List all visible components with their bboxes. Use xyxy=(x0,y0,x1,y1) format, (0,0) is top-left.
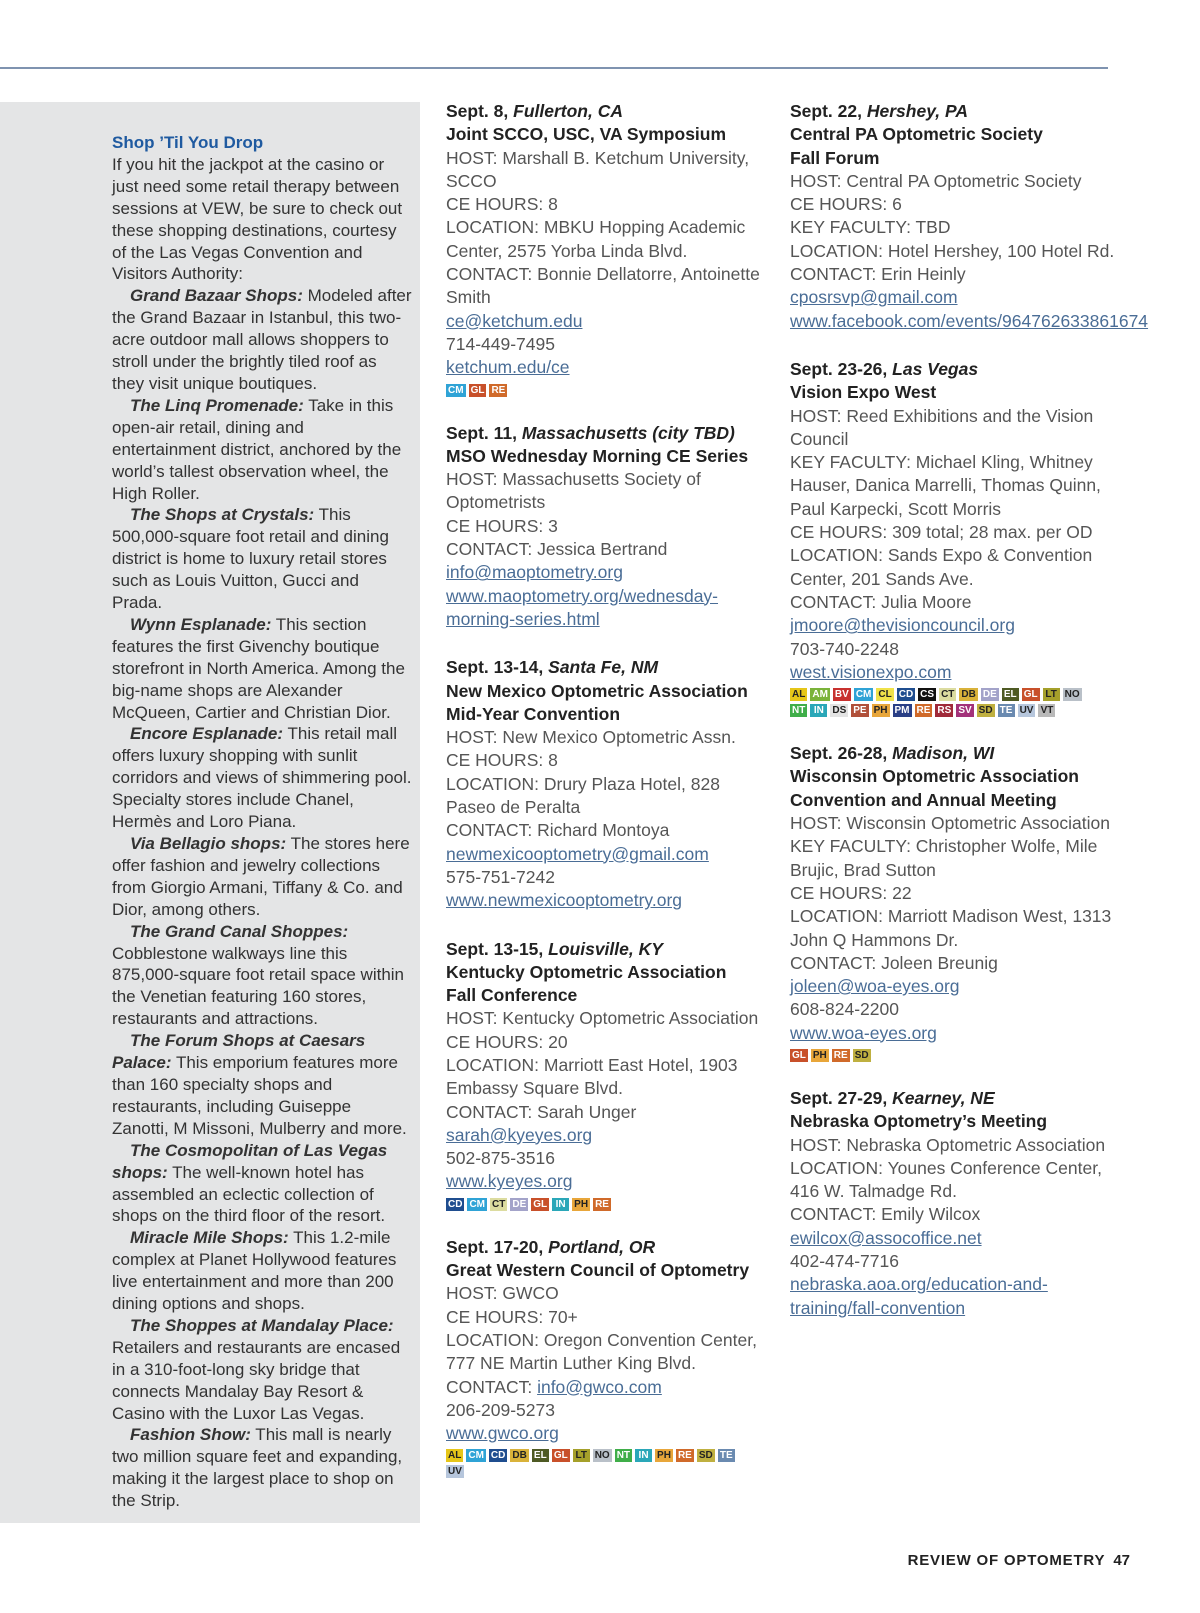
event-phone: 206-209-5273 xyxy=(446,1399,555,1420)
event-link[interactable]: cposrsvp@gmail.com xyxy=(790,287,958,308)
topic-badge: PE xyxy=(853,705,867,717)
event-title: MSO Wednesday Morning CE Series xyxy=(446,445,749,466)
event-date-text: Sept. 8, xyxy=(446,101,509,121)
shop-description: This 1.2-mile complex at Planet Hollywood features live entertainment and more than 200 dining options and shops. xyxy=(112,1228,397,1314)
event-link[interactable]: newmexicooptometry@gmail.com xyxy=(446,843,709,864)
header-rule xyxy=(0,67,1108,69)
topic-badge: EL xyxy=(532,1449,549,1462)
topic-badge: SD xyxy=(854,1049,869,1061)
shop-name: Via Bellagio shops: xyxy=(130,834,287,853)
event-phone: 703-740-2248 xyxy=(790,638,899,659)
event-detail: LOCATION: Marriott Madison West, 1313 John Q Hammons Dr. xyxy=(790,906,1112,950)
topic-badge: CM xyxy=(855,689,872,701)
event-detail: HOST: Reed Exhibitions and the Vision Council xyxy=(790,405,1094,449)
topic-badge: VT xyxy=(1038,704,1055,717)
event-detail: CONTACT: Bonnie Dellatorre, Antoinette Smith xyxy=(446,264,760,308)
topic-badge: CD xyxy=(490,1450,506,1462)
event-detail: HOST: Kentucky Optometric Association xyxy=(446,1008,759,1029)
event-detail: HOST: New Mexico Optometric Assn. xyxy=(446,727,736,748)
event-date xyxy=(446,1236,766,1259)
sidebar-box xyxy=(0,102,420,1523)
event-title: Central PA Optometric Society xyxy=(790,124,1043,145)
event-date xyxy=(790,1087,1120,1110)
event-detail: CONTACT: Sarah Unger xyxy=(446,1101,637,1122)
shop-description: The well-known hotel has assembled an eclectic collection of shops on the third floor of the resort. xyxy=(112,1162,386,1226)
event-date-text: Sept. 17-20, xyxy=(446,1236,544,1257)
event-title: Great Western Council of Optometry xyxy=(446,1260,750,1281)
event-date xyxy=(446,656,766,679)
topic-badge: SD xyxy=(978,705,993,717)
event-detail: HOST: GWCO xyxy=(446,1283,559,1304)
event-location-city: Santa Fe, NM xyxy=(548,657,659,678)
topic-badge: PH xyxy=(574,1198,589,1210)
event-detail: LOCATION: Younes Conference Center, 416 W. Talmadge Rd. xyxy=(790,1157,1102,1202)
event-location-city: Massachusetts (city TBD) xyxy=(521,422,735,443)
event-detail: CE HOURS: 3 xyxy=(446,515,558,536)
shop-name: Encore Esplanade: xyxy=(130,724,284,744)
event-phone: 402-474-7716 xyxy=(790,1251,899,1272)
event-title: Joint SCCO, USC, VA Symposium xyxy=(446,124,727,145)
topic-badge: GL xyxy=(533,1198,548,1210)
shop-name: Grand Bazaar Shops: xyxy=(130,286,303,306)
event-listing xyxy=(446,100,766,397)
shop-name: The Grand Canal Shoppes: xyxy=(130,921,349,941)
sidebar-entry xyxy=(112,395,412,505)
event-link[interactable]: www.maoptometry.org/wednesday-morning-series.html xyxy=(446,585,719,629)
shop-name: The Linq Promenade: xyxy=(130,395,304,415)
event-date xyxy=(790,100,1120,123)
topic-badge: RE xyxy=(916,705,931,717)
event-date-text: Sept. 27-29, xyxy=(790,1087,888,1108)
shop-description: This 500,000-square foot retail and dining district is home to luxury retail stores such as Louis Vuitton, Gucci and Prada. xyxy=(112,505,389,613)
event-website-link[interactable]: nebraska.aoa.org/education-and-training/fall-convention xyxy=(790,1274,1048,1318)
topic-badges xyxy=(446,384,746,397)
event-detail: LOCATION: Drury Plaza Hotel, 828 Paseo de Peralta xyxy=(446,773,720,818)
event-title: Fall Conference xyxy=(446,985,578,1006)
event-detail: CONTACT: Richard Montoya xyxy=(446,820,670,841)
sidebar-content xyxy=(112,132,412,1512)
topic-badges xyxy=(446,1198,746,1211)
contact-label: CONTACT: xyxy=(446,1376,538,1397)
event-date xyxy=(446,938,766,961)
topic-badge: CM xyxy=(448,384,464,396)
shop-name: The Cosmopolitan of Las Vegas shops: xyxy=(112,1140,388,1182)
event-listing xyxy=(446,1236,766,1479)
event-location-city: Fullerton, CA xyxy=(513,101,623,121)
event-link[interactable]: info@maoptometry.org xyxy=(446,562,623,583)
event-date-text: Sept. 13-14, xyxy=(446,657,544,678)
event-detail: CONTACT: Joleen Breunig xyxy=(790,952,998,973)
topic-badge: CM xyxy=(468,1450,484,1462)
event-link[interactable]: ewilcox@assocoffice.net xyxy=(790,1227,982,1248)
event-date-text: Sept. 22, xyxy=(790,101,862,121)
topic-badge: EL xyxy=(1002,688,1019,701)
event-website-link[interactable]: www.gwco.org xyxy=(446,1423,559,1444)
topic-badge: PH xyxy=(812,1049,827,1061)
sidebar-entry xyxy=(112,833,412,921)
topic-badge: PM xyxy=(894,705,910,717)
event-link[interactable]: joleen@woa-eyes.org xyxy=(790,976,960,997)
shop-description: The stores here offer fashion and jewelry collections from Giorgio Armani, Tiffany & Co. and Dior, among others. xyxy=(112,834,410,919)
topic-badge: CD xyxy=(898,689,914,701)
topic-badges xyxy=(790,1049,1090,1062)
topic-badge: RE xyxy=(491,384,506,396)
event-location-city: Louisville, KY xyxy=(548,938,663,959)
event-detail: HOST: Nebraska Optometric Association xyxy=(790,1134,1106,1155)
event-location-city: Kearney, NE xyxy=(892,1087,995,1108)
event-detail: LOCATION: Hotel Hershey, 100 Hotel Rd. xyxy=(790,240,1115,261)
event-detail: KEY FACULTY: Michael Kling, Whitney Hauser, Danica Marrelli, Thomas Quinn, Paul Karpecki, Scott Morris xyxy=(790,452,1101,519)
event-listing xyxy=(446,422,766,632)
event-detail: HOST: Massachusetts Society of Optometrists xyxy=(446,469,701,513)
event-detail: CE HOURS: 22 xyxy=(790,882,912,903)
event-detail: CE HOURS: 6 xyxy=(790,194,902,215)
event-website-link[interactable]: www.newmexicooptometry.org xyxy=(446,890,683,911)
event-detail: CONTACT: Erin Heinly xyxy=(790,264,966,285)
topic-badge: UV xyxy=(448,1466,462,1478)
event-location-city: Las Vegas xyxy=(892,358,979,379)
event-phone: 714-449-7495 xyxy=(446,333,555,354)
topic-badge: NO xyxy=(1064,689,1080,701)
page-number: 47 xyxy=(1113,1552,1130,1569)
event-listing xyxy=(790,742,1120,1062)
topic-badges xyxy=(790,688,1090,717)
shop-description: This section features the first Givenchy boutique storefront in North America. Among the big-name shops are Alexander McQueen, Cartier and Christian Dior. xyxy=(112,614,405,722)
shop-name: Wynn Esplanade: xyxy=(130,614,272,634)
topic-badge: AL xyxy=(792,689,806,701)
event-title: Mid-Year Convention xyxy=(446,703,621,724)
event-detail: CE HOURS: 8 xyxy=(446,194,558,215)
topic-badge: IN xyxy=(635,1449,652,1462)
sidebar-title: Shop ’Til You Drop xyxy=(112,133,264,152)
event-contact xyxy=(446,1376,766,1399)
contact-email-link[interactable]: info@gwco.com xyxy=(537,1376,662,1397)
event-website-link[interactable]: www.woa-eyes.org xyxy=(790,1022,937,1043)
shop-description: This retail mall offers luxury shopping with sunlit corridors and views of shimmering pool. Specialty stores include Chanel, Hermès and Loro Piana. xyxy=(112,724,412,832)
event-listing xyxy=(446,656,766,912)
topic-badge: RE xyxy=(677,1450,692,1462)
topic-badge: SD xyxy=(698,1450,713,1462)
event-detail: CE HOURS: 70+ xyxy=(446,1306,578,1327)
journal-name: REVIEW OF OPTOMETRY xyxy=(907,1552,1106,1569)
event-date xyxy=(446,100,766,123)
event-detail: KEY FACULTY: Christopher Wolfe, Mile Brujic, Brad Sutton xyxy=(790,836,1098,880)
sidebar-entry xyxy=(112,504,412,614)
sidebar-entry xyxy=(112,921,412,1031)
event-date xyxy=(790,358,1120,381)
topic-badge: GL xyxy=(553,1450,568,1462)
shop-name: Miracle Mile Shops: xyxy=(130,1228,289,1248)
shop-description: Retailers and restaurants are encased in a 310-foot-long sky bridge that connects Mandalay Bay Resort & Casino with the Luxor Las Vegas. xyxy=(112,1337,401,1423)
event-phone: 502-875-3516 xyxy=(446,1148,555,1169)
event-location-city: Madison, WI xyxy=(892,743,995,764)
topic-badge: PH xyxy=(873,705,888,717)
event-date-text: Sept. 23-26, xyxy=(790,358,888,379)
shop-description: Cobblestone walkways line this 875,000-square foot retail space within the Venetian featuring 160 stores, restaurants and attractions. xyxy=(112,943,405,1029)
event-website-link[interactable]: ketchum.edu/ce xyxy=(446,357,570,378)
topic-badge: RE xyxy=(833,1049,848,1061)
event-phone: 575-751-7242 xyxy=(446,866,555,887)
event-listing xyxy=(790,1087,1120,1320)
event-detail: HOST: Wisconsin Optometric Association xyxy=(790,813,1110,834)
events-column-2 xyxy=(790,100,1149,1345)
shop-description: This mall is nearly two million square feet and expanding, making it the largest place to shop on the Strip. xyxy=(112,1425,403,1511)
topic-badge: AM xyxy=(812,689,828,701)
event-detail: CONTACT: Emily Wilcox xyxy=(790,1204,981,1225)
event-website-link[interactable]: west.visionexpo.com xyxy=(790,661,952,682)
topic-badge: GL xyxy=(470,384,485,396)
sidebar-entry xyxy=(112,1315,412,1425)
event-detail: HOST: Central PA Optometric Society xyxy=(790,170,1082,191)
event-title: Kentucky Optometric Association xyxy=(446,961,727,982)
event-location-city: Hershey, PA xyxy=(866,101,969,121)
event-title: Fall Forum xyxy=(790,147,880,168)
event-detail: LOCATION: Marriott East Hotel, 1903 Embassy Square Blvd. xyxy=(446,1054,738,1099)
sidebar-entry xyxy=(112,723,412,833)
topic-badge: LT xyxy=(573,1449,590,1462)
topic-badge: LT xyxy=(1043,688,1060,701)
event-detail: CE HOURS: 309 total; 28 max. per OD xyxy=(790,522,1093,543)
page-footer xyxy=(908,1552,1130,1569)
event-detail: LOCATION: Sands Expo & Convention Center, 201 Sands Ave. xyxy=(790,545,1093,589)
event-detail: CE HOURS: 8 xyxy=(446,750,558,771)
topic-badge: CM xyxy=(469,1198,486,1210)
topic-badge: GL xyxy=(1023,689,1038,701)
topic-badge: RE xyxy=(595,1198,609,1210)
sidebar-intro: If you hit the jackpot at the casino or just need some retail therapy between sessions at VEW, be sure to check out these shopping destinations, courtesy of the Las Vegas Convention and Visitors Authority: xyxy=(112,154,403,284)
topic-badge: UV xyxy=(1019,705,1034,717)
event-link[interactable]: ce@ketchum.edu xyxy=(446,310,583,331)
event-date xyxy=(790,742,1120,765)
sidebar-entry xyxy=(112,614,412,724)
event-listing xyxy=(446,938,766,1211)
event-listing xyxy=(790,358,1120,717)
sidebar-entry xyxy=(112,1140,412,1228)
topic-badge: CT xyxy=(492,1198,506,1210)
topic-badge: RS xyxy=(937,705,952,717)
shop-description: Modeled after the Grand Bazaar in Istanbul, this two-acre outdoor mall allows shoppers to stroll under the brightly tiled roof as they visit unique boutiques. xyxy=(112,286,412,393)
topic-badge: SV xyxy=(958,705,972,717)
topic-badge: AL xyxy=(448,1450,462,1462)
topic-badge: DB xyxy=(961,689,976,701)
topic-badge: IN xyxy=(552,1198,569,1211)
event-date-text: Sept. 13-15, xyxy=(446,938,544,959)
event-date xyxy=(446,422,766,445)
topic-badge: DE xyxy=(982,689,997,701)
topic-badges xyxy=(446,1449,746,1478)
sidebar-entry xyxy=(112,285,412,395)
topic-badge: BV xyxy=(834,689,849,701)
topic-badge: GL xyxy=(792,1049,806,1061)
sidebar-entry xyxy=(112,1030,412,1140)
shop-name: The Shops at Crystals: xyxy=(130,505,315,525)
event-link[interactable]: jmoore@thevisioncouncil.org xyxy=(790,615,1015,636)
topic-badge: DS xyxy=(832,705,847,717)
event-detail: LOCATION: Oregon Convention Center, 777 NE Martin Luther King Blvd. xyxy=(446,1329,757,1374)
event-date-text: Sept. 11, xyxy=(446,422,518,443)
topic-badge: CL xyxy=(878,689,892,701)
topic-badge: NO xyxy=(594,1450,610,1462)
topic-badge: NT xyxy=(792,705,806,717)
event-title: Wisconsin Optometric Association xyxy=(790,766,1079,787)
shop-description: This emporium features more than 160 specialty shops and restaurants, including Guiseppe Zanotti, M Missoni, Mulberry and more. xyxy=(112,1053,407,1138)
topic-badge: TE xyxy=(718,1449,735,1462)
event-detail: CONTACT: Julia Moore xyxy=(790,591,972,612)
sidebar-entry xyxy=(112,1424,412,1512)
topic-badge: CT xyxy=(941,689,955,701)
topic-badge: NT xyxy=(616,1450,631,1462)
event-detail: CE HOURS: 20 xyxy=(446,1031,568,1052)
shop-name: The Shoppes at Mandalay Place: xyxy=(130,1315,394,1335)
event-location-city: Portland, OR xyxy=(548,1236,656,1257)
event-phone: 608-824-2200 xyxy=(790,999,899,1020)
event-detail: LOCATION: MBKU Hopping Academic Center, 2575 Yorba Linda Blvd. xyxy=(446,217,746,261)
event-detail: CONTACT: Jessica Bertrand xyxy=(446,539,668,560)
event-link[interactable]: www.facebook.com/events/964762633861674 xyxy=(790,310,1149,331)
topic-badge: CS xyxy=(920,689,935,701)
event-date-text: Sept. 26-28, xyxy=(790,743,888,764)
event-detail: HOST: Marshall B. Ketchum University, SCCO xyxy=(446,147,750,191)
event-link[interactable]: sarah@kyeyes.org xyxy=(446,1124,593,1145)
shop-name: Fashion Show: xyxy=(130,1425,251,1445)
event-title: Convention and Annual Meeting xyxy=(790,789,1057,810)
topic-badge: PH xyxy=(657,1450,671,1462)
event-title: Vision Expo West xyxy=(790,382,937,403)
topic-badge: IN xyxy=(810,704,827,717)
shop-description: Take in this open-air retail, dining and entertainment district, anchored by the world’s tallest observation wheel, the High Roller. xyxy=(112,395,402,503)
sidebar-entry xyxy=(112,1227,412,1315)
events-column-1 xyxy=(446,100,766,1503)
event-detail: KEY FACULTY: TBD xyxy=(790,217,951,238)
event-website-link[interactable]: www.kyeyes.org xyxy=(446,1171,573,1192)
topic-badge: CD xyxy=(448,1198,463,1210)
event-title: New Mexico Optometric Association xyxy=(446,680,748,701)
event-listing xyxy=(790,100,1149,333)
topic-badge: TE xyxy=(998,704,1015,717)
event-title: Nebraska Optometry’s Meeting xyxy=(790,1111,1048,1132)
shop-name: The Forum Shops at Caesars Palace: xyxy=(112,1031,366,1073)
topic-badge: DE xyxy=(512,1198,527,1210)
topic-badge: DB xyxy=(512,1450,527,1462)
